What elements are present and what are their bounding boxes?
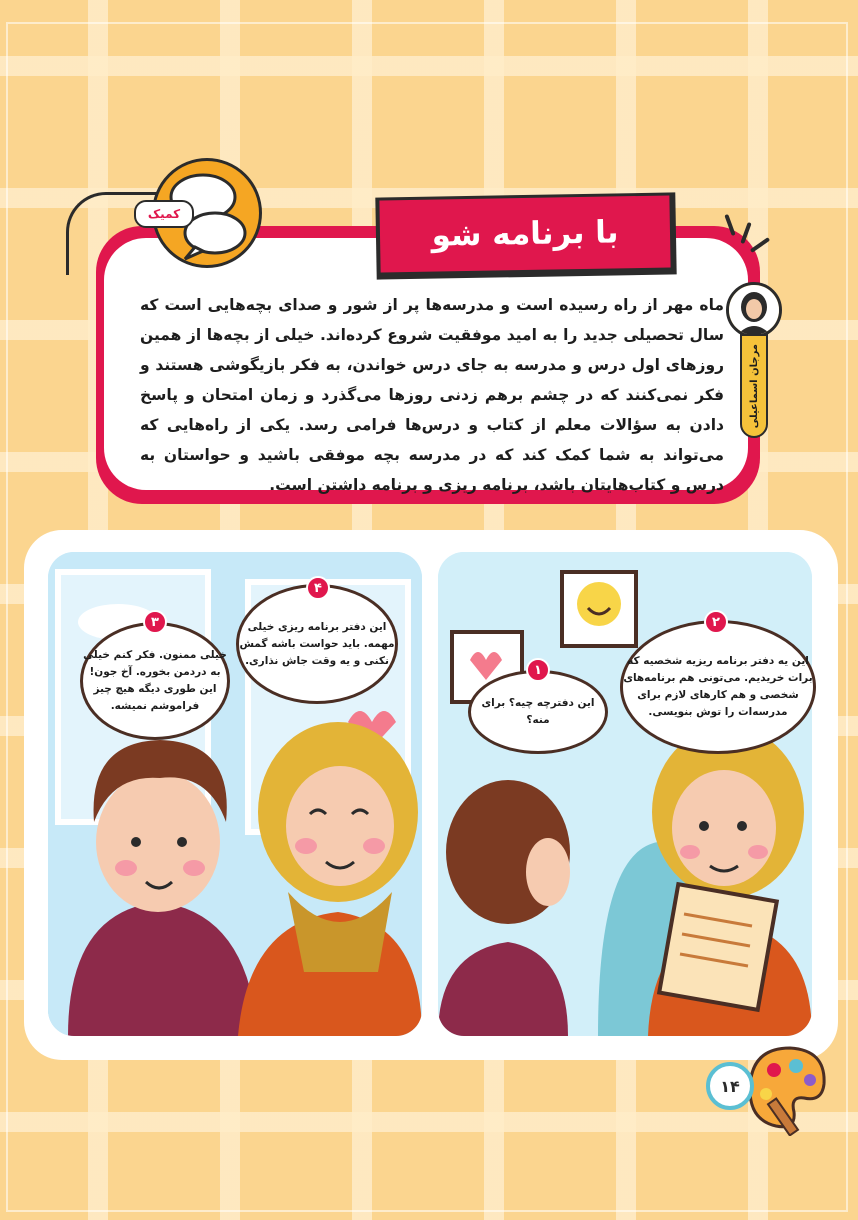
speech-bubble-4 [236,584,398,704]
spark-mark [750,237,770,253]
author-avatar [726,282,782,338]
intro-paragraph: ماه مهر از راه رسیده است و مدرسه‌ها پر از شور و صدای بچه‌هایی است که سال تحصیلی جدید را به امید موفقیت شروع کرده‌اند. خیلی از بچه‌ها از همین روزهای اول درس و مدرسه به جای درس خواندن، به فکر بازیگوشی هستند و فکر نمی‌کنند که در چشم برهم زدنی روزها می‌گذرد و زمان امتحان و پاسخ دادن به سؤالات معلم از کتاب و درس‌ها فرامی رسد. یکی از راه‌هایی که می‌تواند به شما کمک کند که در مدرسه بچه موفقی باشید و حواستان به درس و کتاب‌هایتان باشد، برنامه ریزی و برنامه داشتن است. [140,296,724,494]
author-name: مرجان اسماعیلی [748,343,760,429]
bubble-number-4: ۴ [306,576,330,600]
section-tag [134,200,194,228]
speech-text-4: این دفتر برنامه ریزی خیلی مهمه. باید حواست باشه گمش نکنی و یه وقت جاش نذاری. [239,620,395,667]
page-number: ۱۴ [720,1076,740,1096]
speech-text-3: خیلی ممنون. فکر کنم خیلی به دردمن بخوره. آخ جون! این طوری دیگه هیچ چیز فراموشم نمیشه. [83,649,227,712]
bubble-number-1: ۱ [526,658,550,682]
speech-bubble-3 [80,622,230,740]
speech-bubble-1 [468,670,608,754]
author-portrait-icon [729,285,779,335]
page-number-badge [706,1062,754,1110]
section-tag-label: کمیک [147,207,181,221]
speech-bubble-2 [620,620,816,754]
bubble-number-2: ۲ [704,610,728,634]
author-name-tag [740,334,768,438]
title-box [379,195,670,272]
author-badge [722,282,786,452]
page-title: با برنامه شو [431,214,619,254]
speech-text-2: این یه دفتر برنامه ریزیه شخصیه که برات خریدیم. می‌تونی هم برنامه‌های شخصی و هم کارهای لازم برای مدرسه‌ات را توش بنویسی. [623,655,813,718]
speech-text-1: این دفترچه چیه؟ برای منه؟ [481,697,595,726]
bubble-number-3: ۳ [143,610,167,634]
